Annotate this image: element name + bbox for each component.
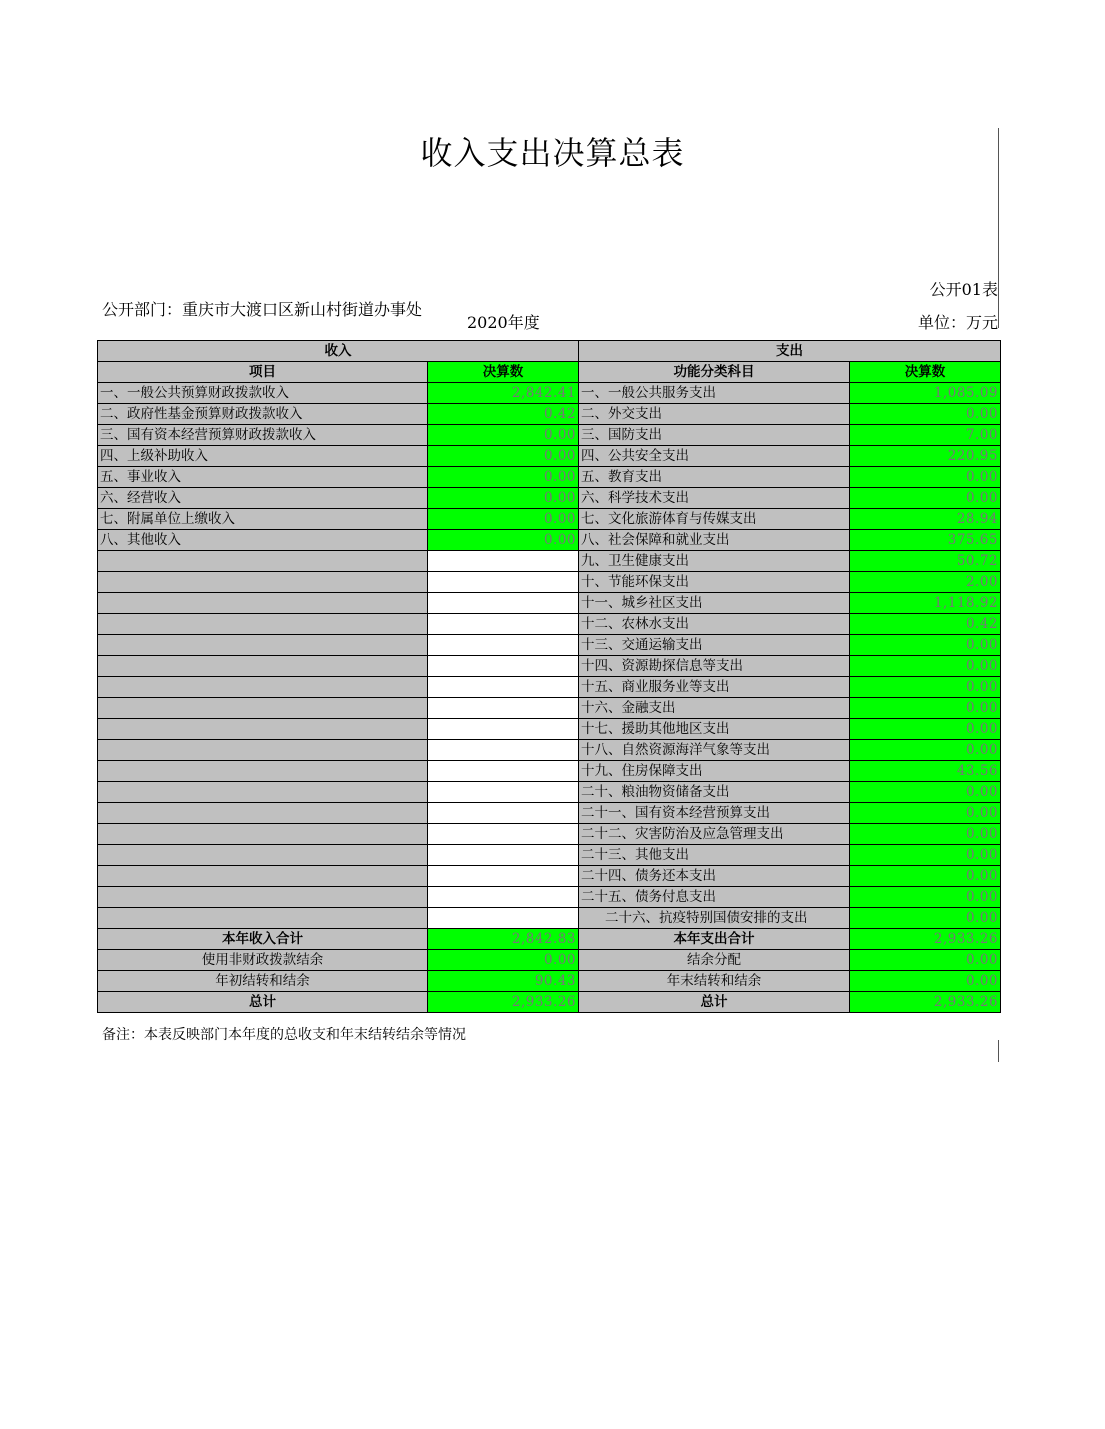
income-item-cell: 八、其他收入 <box>98 530 428 551</box>
summary-row <box>98 950 1001 971</box>
expense-item-cell: 十、节能环保支出 <box>579 572 850 593</box>
expense-item-cell: 二十、粮油物资储备支出 <box>579 782 850 803</box>
table-row <box>98 782 1001 803</box>
table-row <box>98 509 1001 530</box>
expense-value-cell: 0.00 <box>850 467 1001 488</box>
expense-value-cell: 375.65 <box>850 530 1001 551</box>
expense-item-cell: 一、一般公共服务支出 <box>579 383 850 404</box>
expense-value-cell: 0.00 <box>850 782 1001 803</box>
expense-item-cell: 八、社会保障和就业支出 <box>579 530 850 551</box>
department-label: 公开部门：重庆市大渡口区新山村街道办事处 <box>102 300 423 319</box>
table-row <box>98 887 1001 908</box>
summary-expense-label: 年末结转和结余 <box>579 971 850 992</box>
budget-table <box>97 340 1001 1013</box>
expense-value-cell: 0.00 <box>850 656 1001 677</box>
table-row <box>98 803 1001 824</box>
income-value-cell <box>428 614 579 635</box>
expense-value-cell: 220.95 <box>850 446 1001 467</box>
page-border-line <box>998 128 999 328</box>
summary-row <box>98 971 1001 992</box>
expense-item-cell: 十六、金融支出 <box>579 698 850 719</box>
income-item-cell <box>98 656 428 677</box>
expense-item-cell: 十一、城乡社区支出 <box>579 593 850 614</box>
table-row <box>98 908 1001 929</box>
expense-item-cell: 十二、农林水支出 <box>579 614 850 635</box>
income-item-cell <box>98 887 428 908</box>
expense-value-cell: 1,085.09 <box>850 383 1001 404</box>
expense-value-cell: 43.56 <box>850 761 1001 782</box>
summary-income-label: 年初结转和结余 <box>98 971 428 992</box>
income-value-cell <box>428 656 579 677</box>
income-item-cell <box>98 782 428 803</box>
income-value-cell <box>428 698 579 719</box>
income-item-cell <box>98 803 428 824</box>
income-item-cell <box>98 572 428 593</box>
income-section-header: 收入 <box>98 341 579 362</box>
income-item-cell <box>98 614 428 635</box>
income-item-header: 项目 <box>98 362 428 383</box>
table-body <box>98 383 1001 929</box>
income-value-cell <box>428 824 579 845</box>
expense-value-cell: 2.00 <box>850 572 1001 593</box>
summary-income-value: 90.43 <box>428 971 579 992</box>
income-item-cell <box>98 551 428 572</box>
income-value-cell: 0.00 <box>428 530 579 551</box>
expense-value-cell: 0.00 <box>850 677 1001 698</box>
table-row <box>98 530 1001 551</box>
income-item-cell <box>98 677 428 698</box>
expense-section-header: 支出 <box>579 341 1001 362</box>
income-value-cell <box>428 908 579 929</box>
expense-value-cell: 0.00 <box>850 488 1001 509</box>
income-item-cell <box>98 761 428 782</box>
expense-value-cell: 0.00 <box>850 404 1001 425</box>
income-item-cell: 六、经营收入 <box>98 488 428 509</box>
expense-item-cell: 二十五、债务付息支出 <box>579 887 850 908</box>
expense-value-cell: 0.00 <box>850 908 1001 929</box>
income-value-cell: 0.00 <box>428 446 579 467</box>
summary-expense-value: 2,933.26 <box>850 929 1001 950</box>
expense-item-cell: 十三、交通运输支出 <box>579 635 850 656</box>
table-row <box>98 761 1001 782</box>
table-row <box>98 551 1001 572</box>
income-value-cell: 0.00 <box>428 467 579 488</box>
income-item-cell: 三、国有资本经营预算财政拨款收入 <box>98 425 428 446</box>
expense-item-cell: 六、科学技术支出 <box>579 488 850 509</box>
unit-label: 单位：万元 <box>917 313 998 332</box>
income-value-cell: 0.00 <box>428 488 579 509</box>
expense-item-cell: 四、公共安全支出 <box>579 446 850 467</box>
expense-item-cell: 五、教育支出 <box>579 467 850 488</box>
summary-income-value: 0.00 <box>428 950 579 971</box>
page-title: 收入支出决算总表 <box>420 134 685 172</box>
income-item-cell <box>98 698 428 719</box>
summary-row <box>98 929 1001 950</box>
table-row <box>98 740 1001 761</box>
table-row <box>98 593 1001 614</box>
income-item-cell: 二、政府性基金预算财政拨款收入 <box>98 404 428 425</box>
summary-expense-value: 0.00 <box>850 950 1001 971</box>
func-class-header: 功能分类科目 <box>579 362 850 383</box>
income-value-cell <box>428 719 579 740</box>
expense-item-cell: 十四、资源勘探信息等支出 <box>579 656 850 677</box>
expense-item-cell: 九、卫生健康支出 <box>579 551 850 572</box>
summary-row <box>98 992 1001 1013</box>
income-value-cell <box>428 572 579 593</box>
expense-item-cell: 七、文化旅游体育与传媒支出 <box>579 509 850 530</box>
expense-item-cell: 十七、援助其他地区支出 <box>579 719 850 740</box>
income-item-cell <box>98 824 428 845</box>
expense-item-cell: 十九、住房保障支出 <box>579 761 850 782</box>
expense-item-cell: 二十一、国有资本经营预算支出 <box>579 803 850 824</box>
table-row <box>98 635 1001 656</box>
income-value-cell <box>428 635 579 656</box>
expense-value-cell: 0.00 <box>850 887 1001 908</box>
income-value-cell <box>428 593 579 614</box>
income-item-cell: 五、事业收入 <box>98 467 428 488</box>
expense-item-cell: 二十三、其他支出 <box>579 845 850 866</box>
expense-value-cell: 50.72 <box>850 551 1001 572</box>
income-amount-header: 决算数 <box>428 362 579 383</box>
expense-value-cell: 0.00 <box>850 866 1001 887</box>
footnote: 备注：本表反映部门本年度的总收支和年末结转结余等情况 <box>102 1027 466 1043</box>
income-value-cell <box>428 803 579 824</box>
table-row <box>98 866 1001 887</box>
income-value-cell <box>428 740 579 761</box>
expense-amount-header: 决算数 <box>850 362 1001 383</box>
table-summary <box>98 929 1001 1013</box>
income-item-cell <box>98 908 428 929</box>
income-item-cell: 七、附属单位上缴收入 <box>98 509 428 530</box>
summary-income-value: 2,933.26 <box>428 992 579 1013</box>
summary-income-label: 总计 <box>98 992 428 1013</box>
income-item-cell <box>98 719 428 740</box>
expense-value-cell: 0.00 <box>850 803 1001 824</box>
table-row <box>98 677 1001 698</box>
expense-item-cell: 十五、商业服务业等支出 <box>579 677 850 698</box>
summary-income-label: 本年收入合计 <box>98 929 428 950</box>
expense-value-cell: 0.00 <box>850 824 1001 845</box>
table-row <box>98 572 1001 593</box>
table-section-header-row <box>98 341 1001 362</box>
income-value-cell <box>428 866 579 887</box>
income-item-cell <box>98 740 428 761</box>
income-value-cell: 0.00 <box>428 509 579 530</box>
expense-value-cell: 0.00 <box>850 719 1001 740</box>
expense-value-cell: 1,118.92 <box>850 593 1001 614</box>
income-value-cell: 0.00 <box>428 425 579 446</box>
table-row <box>98 383 1001 404</box>
expense-value-cell: 0.00 <box>850 845 1001 866</box>
expense-value-cell: 7.00 <box>850 425 1001 446</box>
table-row <box>98 446 1001 467</box>
income-item-cell: 四、上级补助收入 <box>98 446 428 467</box>
income-value-cell: 2,842.41 <box>428 383 579 404</box>
table-row <box>98 845 1001 866</box>
expense-item-cell: 二十二、灾害防治及应急管理支出 <box>579 824 850 845</box>
table-row <box>98 488 1001 509</box>
summary-income-label: 使用非财政拨款结余 <box>98 950 428 971</box>
expense-item-cell: 二、外交支出 <box>579 404 850 425</box>
income-value-cell <box>428 551 579 572</box>
table-row <box>98 824 1001 845</box>
expense-item-cell: 二十四、债务还本支出 <box>579 866 850 887</box>
expense-value-cell: 0.00 <box>850 635 1001 656</box>
expense-item-cell: 十八、自然资源海洋气象等支出 <box>579 740 850 761</box>
summary-income-value: 2,842.83 <box>428 929 579 950</box>
form-code: 公开01表 <box>929 280 998 299</box>
expense-item-cell: 三、国防支出 <box>579 425 850 446</box>
page-border-line-lower <box>998 1040 999 1062</box>
income-value-cell <box>428 845 579 866</box>
income-item-cell <box>98 635 428 656</box>
expense-value-cell: 0.00 <box>850 740 1001 761</box>
table-row <box>98 404 1001 425</box>
income-value-cell: 0.42 <box>428 404 579 425</box>
income-value-cell <box>428 677 579 698</box>
income-item-cell: 一、一般公共预算财政拨款收入 <box>98 383 428 404</box>
income-item-cell <box>98 593 428 614</box>
year-label: 2020年度 <box>467 313 540 332</box>
income-value-cell <box>428 887 579 908</box>
income-item-cell <box>98 866 428 887</box>
expense-value-cell: 28.94 <box>850 509 1001 530</box>
summary-expense-value: 0.00 <box>850 971 1001 992</box>
table-row <box>98 425 1001 446</box>
expense-item-cell: 二十六、抗疫特别国债安排的支出 <box>579 908 850 929</box>
summary-expense-label: 结余分配 <box>579 950 850 971</box>
summary-expense-label: 本年支出合计 <box>579 929 850 950</box>
expense-value-cell: 0.42 <box>850 614 1001 635</box>
income-value-cell <box>428 782 579 803</box>
expense-value-cell: 0.00 <box>850 698 1001 719</box>
table-column-header-row <box>98 362 1001 383</box>
table-row <box>98 614 1001 635</box>
table-row <box>98 698 1001 719</box>
table-row <box>98 656 1001 677</box>
summary-expense-value: 2,933.26 <box>850 992 1001 1013</box>
table-row <box>98 467 1001 488</box>
income-item-cell <box>98 845 428 866</box>
income-value-cell <box>428 761 579 782</box>
table-row <box>98 719 1001 740</box>
summary-expense-label: 总计 <box>579 992 850 1013</box>
